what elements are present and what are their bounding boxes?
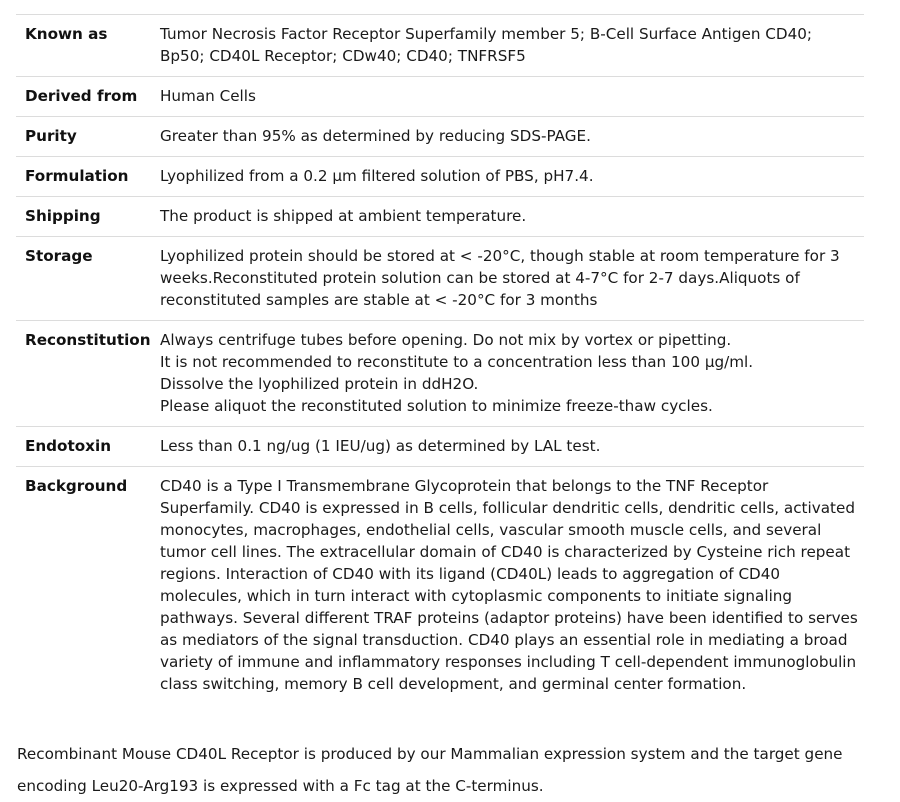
spec-label-formulation: Formulation	[25, 167, 129, 185]
spec-row-shipping	[16, 197, 864, 237]
spec-row-derived-from	[16, 77, 864, 117]
spec-label-background: Background	[25, 477, 128, 495]
spec-value-reconstitution	[160, 329, 860, 426]
spec-value-purity: Greater than 95% as determined by reducing SDS-PAGE.	[160, 127, 591, 145]
spec-value-storage: Lyophilized protein should be stored at < -20°C, though stable at room temperature for 3 weeks.Reconstituted protein solution can be stored at 4-7°C for 2-7 days.Aliquots of reconstituted samples are stable at < -20°C for 3 months	[160, 247, 840, 309]
product-spec-table	[16, 14, 864, 704]
spec-row-formulation	[16, 157, 864, 197]
spec-value-formulation: Lyophilized from a 0.2 μm filtered solution of PBS, pH7.4.	[160, 167, 594, 185]
spec-row-endotoxin	[16, 427, 864, 467]
reconstitution-line: Always centrifuge tubes before opening. Do not mix by vortex or pipetting.	[160, 331, 732, 349]
spec-value-known-as: Tumor Necrosis Factor Receptor Superfamily member 5; B-Cell Surface Antigen CD40; Bp50; CD40L Receptor; CDw40; CD40; TNFRSF5	[160, 25, 813, 65]
spec-label-storage: Storage	[25, 247, 93, 265]
spec-label-known-as: Known as	[25, 25, 108, 43]
spec-label-purity: Purity	[25, 127, 77, 145]
spec-row-background	[16, 467, 864, 705]
reconstitution-line: Dissolve the lyophilized protein in ddH2O.	[160, 375, 479, 393]
spec-label-shipping: Shipping	[25, 207, 101, 225]
spec-row-storage	[16, 237, 864, 321]
spec-value-shipping: The product is shipped at ambient temperature.	[160, 207, 527, 225]
spec-value-endotoxin: Less than 0.1 ng/ug (1 IEU/ug) as determined by LAL test.	[160, 437, 601, 455]
spec-label-derived-from: Derived from	[25, 87, 138, 105]
product-description: Recombinant Mouse CD40L Receptor is produced by our Mammalian expression system and the target gene encoding Leu20-Arg193 is expressed with a Fc tag at the C-terminus.	[17, 745, 843, 795]
spec-row-reconstitution	[16, 321, 864, 427]
reconstitution-line: Please aliquot the reconstituted solution to minimize freeze-thaw cycles.	[160, 397, 713, 415]
spec-label-reconstitution: Reconstitution	[25, 331, 151, 349]
spec-value-background: CD40 is a Type I Transmembrane Glycoprotein that belongs to the TNF Receptor Superfamily. CD40 is expressed in B cells, follicular dendritic cells, dendritic cells, activated monocytes, macrophages, endothelial cells, vascular smooth muscle cells, and several tumor cell lines. The extracellular domain of CD40 is characterized by Cysteine rich repeat regions. Interaction of CD40 with its ligand (CD40L) leads to aggregation of CD40 molecules, which in turn interact with cytoplasmic components to initiate signaling pathways. Several different TRAF proteins (adaptor proteins) have been identified to serves as mediators of the signal transduction. CD40 plays an essential role in mediating a broad variety of immune and inflammatory responses including T cell-dependent immunoglobulin class switching, memory B cell development, and germinal center formation.	[160, 477, 858, 693]
spec-label-endotoxin: Endotoxin	[25, 437, 112, 455]
reconstitution-line: It is not recommended to reconstitute to a concentration less than 100 μg/ml.	[160, 353, 754, 371]
spec-row-purity	[16, 117, 864, 157]
spec-value-derived-from: Human Cells	[160, 87, 256, 105]
spec-row-known-as	[16, 15, 864, 77]
